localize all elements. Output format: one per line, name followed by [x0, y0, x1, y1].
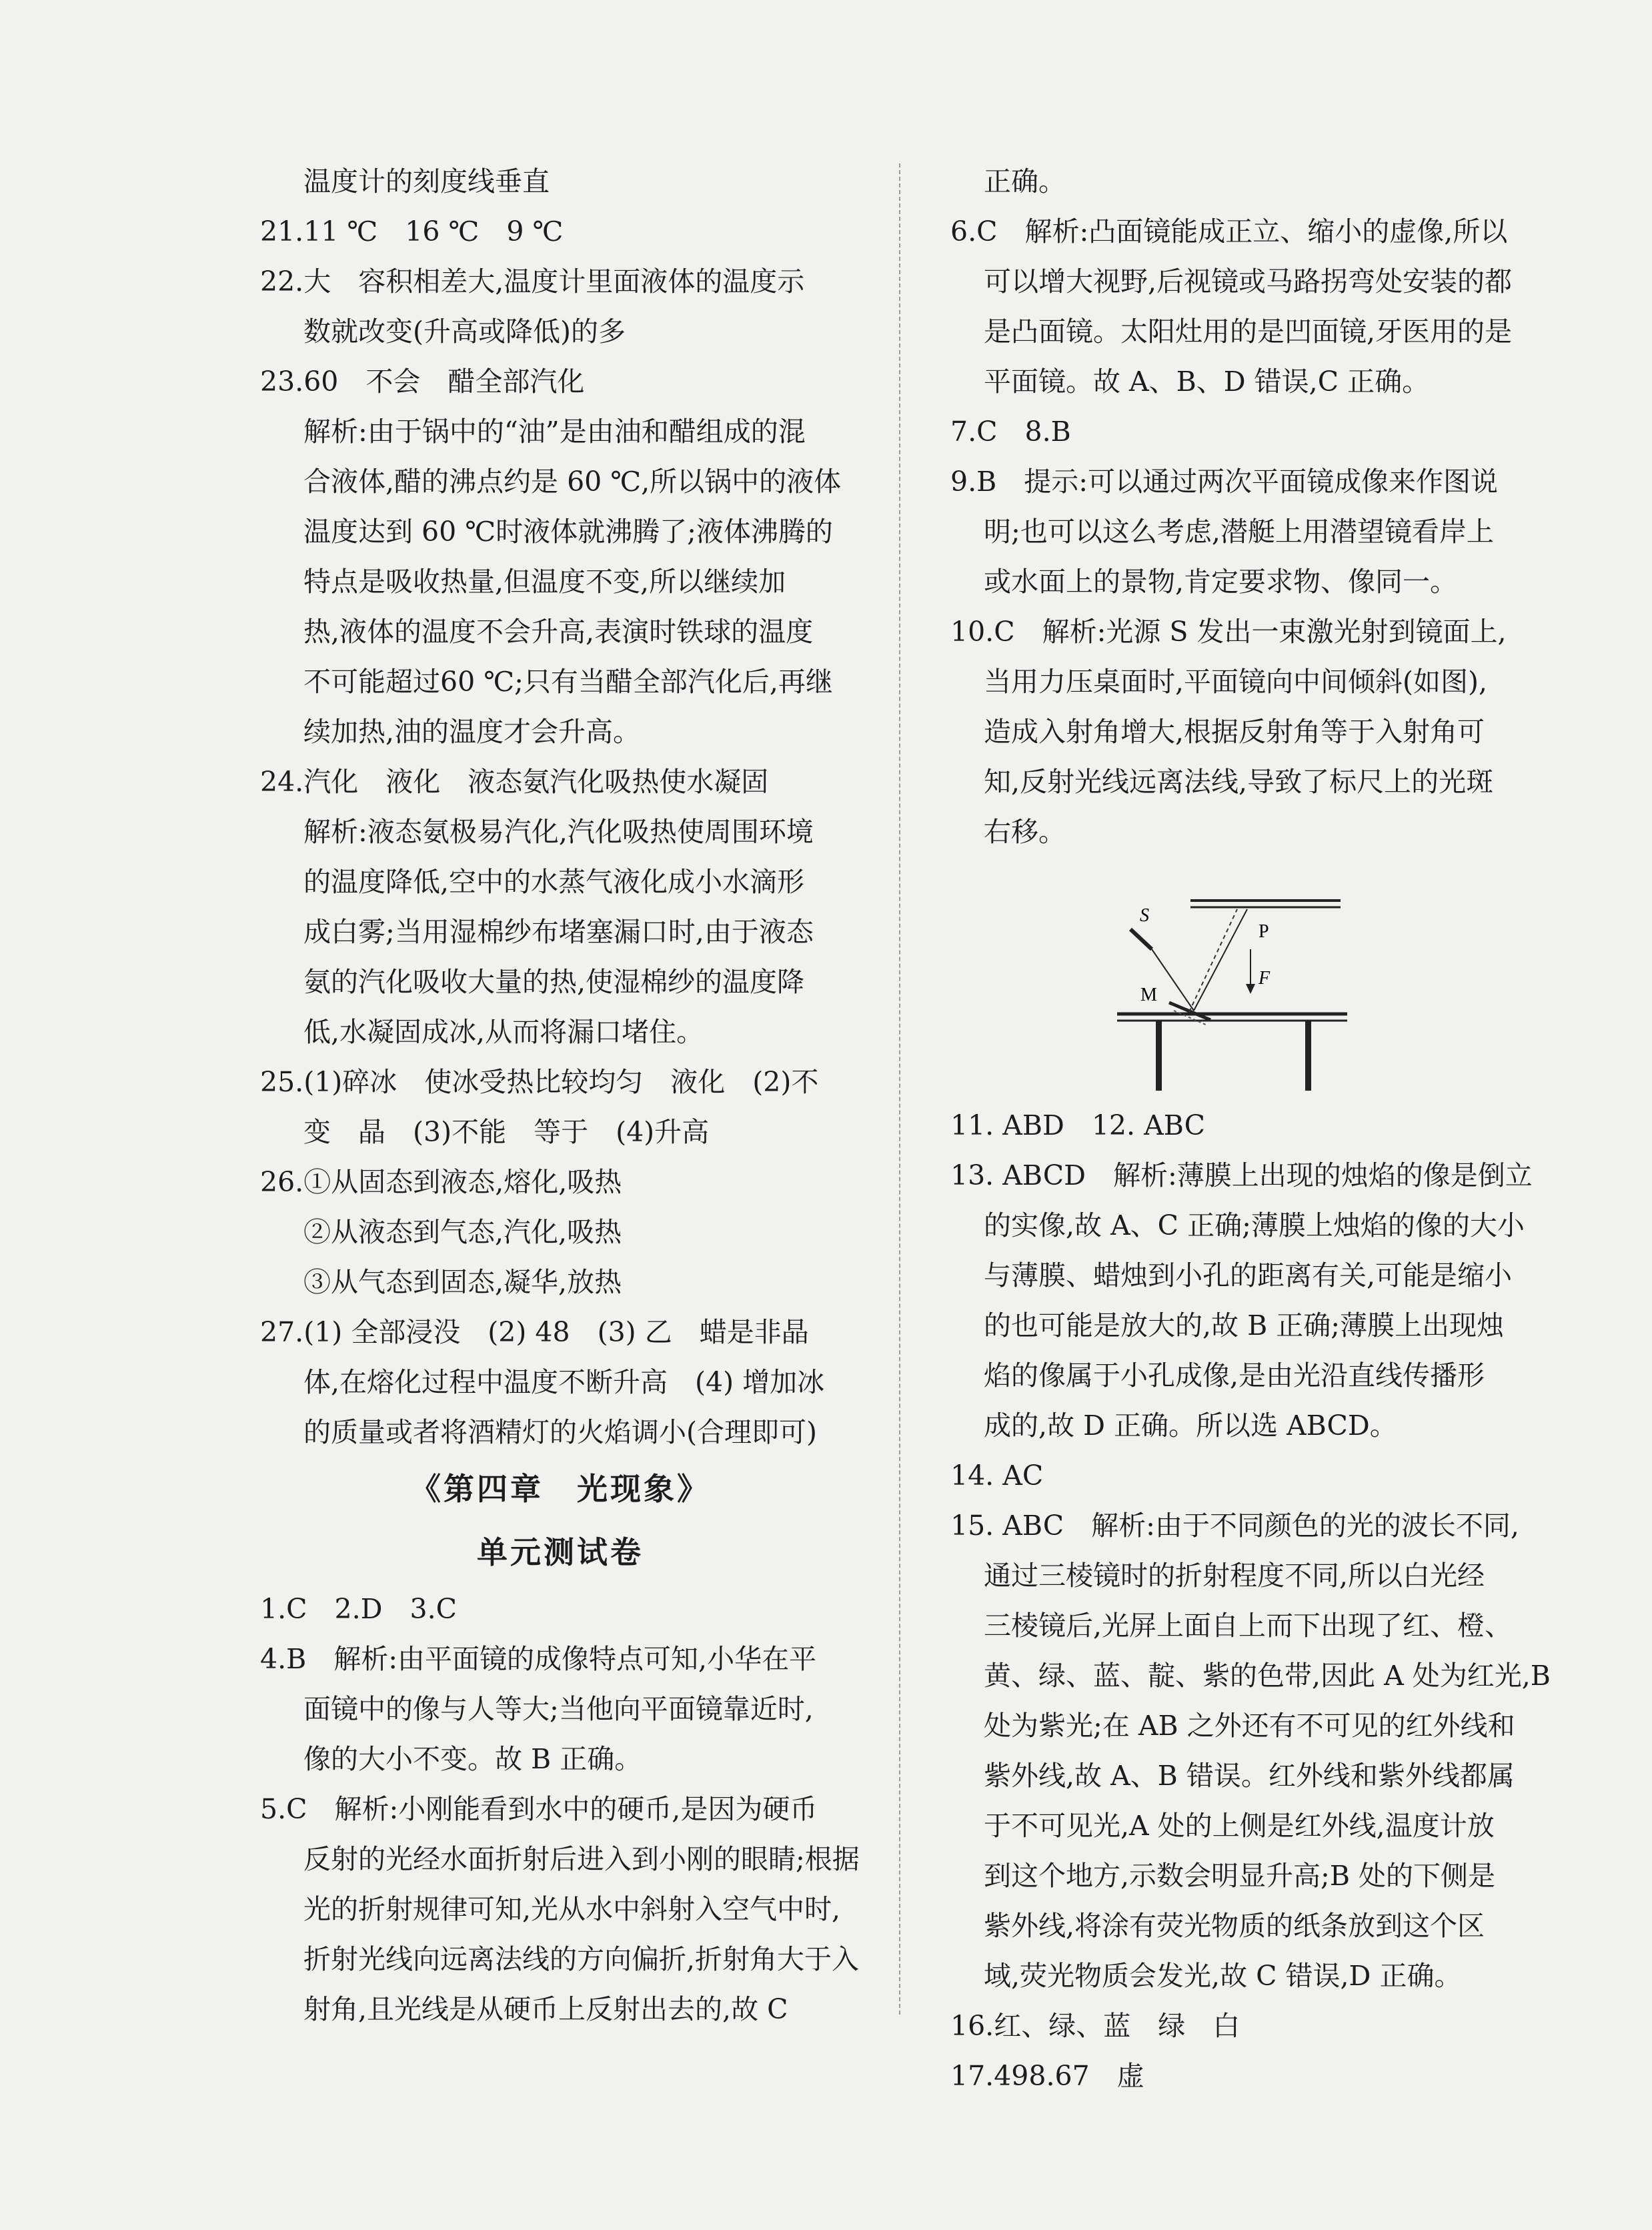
- text-line: 续加热,油的温度才会升高。: [303, 716, 641, 748]
- text-line: 15. ABC 解析:由于不同颜色的光的波长不同,: [950, 1510, 1519, 1542]
- text-line: 26.①从固态到液态,熔化,吸热: [260, 1166, 622, 1198]
- left-column: [240, 157, 880, 2035]
- text-line: 可以增大视野,后视镜或马路拐弯处安装的都: [984, 265, 1513, 298]
- chapter-subtitle: 单元测试卷: [477, 1534, 644, 1570]
- text-line: 21.11 ℃ 16 ℃ 9 ℃: [260, 215, 564, 247]
- text-line: 面镜中的像与人等大;当他向平面镜靠近时,: [303, 1693, 814, 1725]
- label-p: P: [1259, 921, 1269, 942]
- label-s: S: [1140, 905, 1149, 926]
- text-line: 体,在熔化过程中温度不断升高 (4) 增加冰: [303, 1366, 825, 1398]
- text-line: 6.C 解析:凸面镜能成正立、缩小的虚像,所以: [950, 215, 1508, 247]
- laser-source: [1130, 929, 1152, 949]
- text-line: 25.(1)碎冰 使冰受热比较均匀 液化 (2)不: [260, 1066, 819, 1098]
- text-line: 正确。: [984, 165, 1066, 197]
- text-line: 11. ABD 12. ABC: [950, 1109, 1205, 1141]
- text-line: 1.C 2.D 3.C: [260, 1593, 457, 1625]
- text-line: 24.汽化 液化 液态氨汽化吸热使水凝固: [260, 766, 769, 798]
- incident-ray: [1152, 949, 1194, 1011]
- answers-11-17-section: [930, 1101, 1551, 2101]
- text-line: 热,液体的温度不会升高,表演时铁球的温度: [303, 616, 814, 648]
- text-line: 光的折射规律可知,光从水中斜射入空气中时,: [303, 1893, 841, 1925]
- text-line: 的温度降低,空中的水蒸气液化成小水滴形: [303, 866, 805, 898]
- text-line: 5.C 解析:小刚能看到水中的硬币,是因为硬币: [260, 1793, 818, 1825]
- text-line: 解析:由于锅中的“油”是由油和醋组成的混: [303, 416, 806, 448]
- text-line: 氨的汽化吸收大量的热,使湿棉纱的温度降: [303, 966, 805, 998]
- text-line: 焰的像属于小孔成像,是由光沿直线传播形: [984, 1359, 1485, 1391]
- text-line: 平面镜。故 A、B、D 错误,C 正确。: [984, 366, 1430, 398]
- text-line: 折射光线向远离法线的方向偏折,折射角大于入: [303, 1943, 860, 1975]
- mirror-table-diagram: [930, 857, 1551, 1101]
- text-line: 是凸面镜。太阳灶用的是凹面镜,牙医用的是: [984, 316, 1513, 348]
- text-line: 的也可能是放大的,故 B 正确;薄膜上出现烛: [984, 1309, 1505, 1341]
- diagram-svg: [1110, 877, 1364, 1097]
- text-line: 17.498.67 虚: [950, 2060, 1144, 2092]
- text-line: 9.B 提示:可以通过两次平面镜成像来作图说: [950, 466, 1499, 498]
- text-line: 黄、绿、蓝、靛、紫的色带,因此 A 处为红光,B: [984, 1660, 1551, 1692]
- table-leg-left: [1156, 1021, 1162, 1091]
- text-line: 10.C 解析:光源 S 发出一束激光射到镜面上,: [950, 616, 1507, 648]
- chapter-title: 《第四章 光现象》: [410, 1471, 710, 1507]
- text-line: 知,反射光线远离法线,导致了标尺上的光斑: [984, 766, 1494, 798]
- text-line: 处为紫光;在 AB 之外还有不可见的红外线和: [984, 1710, 1515, 1742]
- text-line: 到这个地方,示数会明显升高;B 处的下侧是: [984, 1860, 1496, 1892]
- text-line: ③从气态到固态,凝华,放热: [303, 1266, 622, 1298]
- text-line: 7.C 8.B: [950, 416, 1071, 448]
- text-line: 的质量或者将酒精灯的火焰调小(合理即可): [303, 1416, 817, 1448]
- text-line: 紫外线,故 A、B 错误。红外线和紫外线都属: [984, 1760, 1515, 1792]
- text-line: ②从液态到气态,汽化,吸热: [303, 1216, 622, 1248]
- text-line: 14. AC: [950, 1460, 1044, 1492]
- text-line: 27.(1) 全部浸没 (2) 48 (3) 乙 蜡是非晶: [260, 1316, 809, 1348]
- text-line: 于不可见光,A 处的上侧是红外线,温度计放: [984, 1810, 1495, 1842]
- original-ray: [1189, 909, 1237, 1012]
- text-line: 温度达到 60 ℃时液体就沸腾了;液体沸腾的: [303, 516, 833, 548]
- text-line: 的实像,故 A、C 正确;薄膜上烛焰的像的大小: [984, 1209, 1525, 1241]
- text-line: 数就改变(升高或降低)的多: [303, 316, 626, 348]
- text-line: 13. ABCD 解析:薄膜上出现的烛焰的像是倒立: [950, 1159, 1533, 1191]
- text-line: 造成入射角增大,根据反射角等于入射角可: [984, 716, 1485, 748]
- text-line: 成白雾;当用湿棉纱布堵塞漏口时,由于液态: [303, 916, 814, 948]
- text-line: 通过三棱镜时的折射程度不同,所以白光经: [984, 1560, 1485, 1592]
- text-line: 像的大小不变。故 B 正确。: [303, 1743, 642, 1775]
- text-line: 不可能超过60 ℃;只有当醋全部汽化后,再继: [303, 666, 833, 698]
- text-line: 反射的光经水面折射后进入到小刚的眼睛;根据: [303, 1843, 860, 1875]
- reflected-ray: [1194, 909, 1247, 1011]
- text-line: 解析:液态氨极易汽化,汽化吸热使周围环境: [303, 816, 814, 848]
- table-leg-right: [1305, 1021, 1311, 1091]
- text-line: 23.60 不会 醋全部汽化: [260, 366, 585, 398]
- text-line: 或水面上的景物,肯定要求物、像同一。: [984, 566, 1458, 598]
- text-line: 22.大 容积相差大,温度计里面液体的温度示: [260, 265, 805, 298]
- text-line: 三棱镜后,光屏上面自上而下出现了红、橙、: [984, 1610, 1513, 1642]
- text-line: 温度计的刻度线垂直: [303, 165, 550, 197]
- text-line: 射角,且光线是从硬币上反射出去的,故 C: [303, 1993, 788, 2025]
- label-f: F: [1259, 968, 1271, 989]
- text-line: 4.B 解析:由平面镜的成像特点可知,小华在平: [260, 1643, 817, 1675]
- right-column: [930, 157, 1551, 2101]
- answers-continued-section: [930, 157, 1551, 857]
- text-line: 特点是吸收热量,但温度不变,所以继续加: [303, 566, 786, 598]
- text-line: 变 晶 (3)不能 等于 (4)升高: [303, 1116, 710, 1148]
- text-line: 16.红、绿、蓝 绿 白: [950, 2010, 1241, 2042]
- text-line: 成的,故 D 正确。所以选 ABCD。: [984, 1410, 1397, 1442]
- text-line: 域,荧光物质会发光,故 C 错误,D 正确。: [984, 1960, 1462, 1992]
- answers-chapter-4-section: [240, 1584, 880, 2035]
- text-line: 与薄膜、蜡烛到小孔的距离有关,可能是缩小: [984, 1259, 1513, 1291]
- answers-chapter-3-section: [240, 157, 880, 1458]
- text-line: 低,水凝固成冰,从而将漏口堵住。: [303, 1016, 704, 1048]
- text-line: 当用力压桌面时,平面镜向中间倾斜(如图),: [984, 666, 1488, 698]
- text-line: 合液体,醋的沸点约是 60 ℃,所以锅中的液体: [303, 466, 842, 498]
- text-line: 右移。: [984, 816, 1066, 848]
- text-line: 明;也可以这么考虑,潜艇上用潜望镜看岸上: [984, 516, 1494, 548]
- text-line: 紫外线,将涂有荧光物质的纸条放到这个区: [984, 1910, 1485, 1942]
- label-m: M: [1140, 985, 1157, 1005]
- column-divider: [899, 163, 900, 2015]
